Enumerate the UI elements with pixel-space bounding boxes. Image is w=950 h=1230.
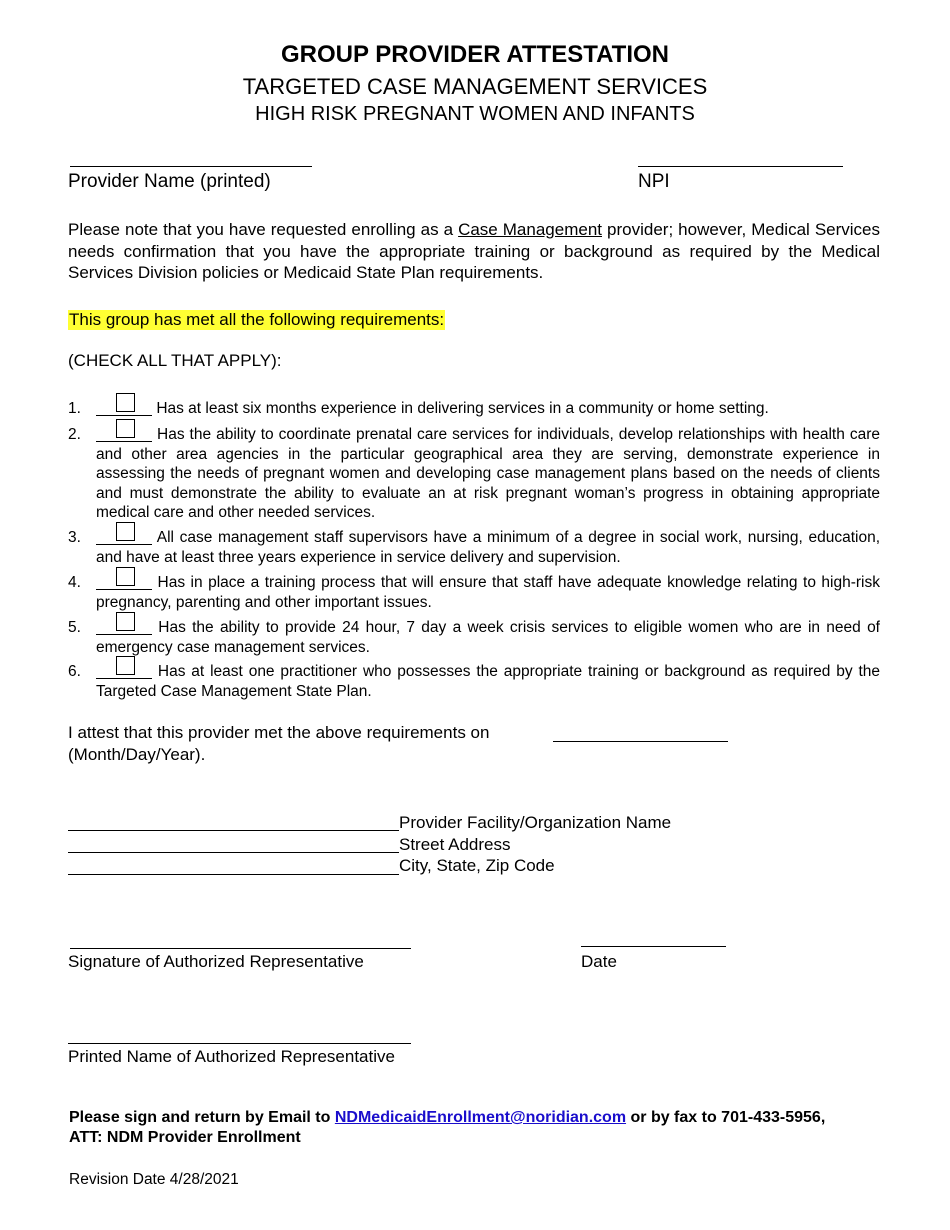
signature-label: Signature of Authorized Representative	[68, 952, 364, 971]
checkbox-square-icon	[116, 419, 135, 438]
requirement-number: 6.	[68, 663, 81, 680]
street-address-label: Street Address	[399, 835, 511, 854]
check-all-instruction: (CHECK ALL THAT APPLY):	[68, 351, 282, 370]
requirement-number: 3.	[68, 529, 81, 546]
city-state-zip-field[interactable]	[68, 874, 399, 875]
requirement-body	[96, 573, 880, 612]
attestation-line: I attest that this provider met the above requirements on	[68, 723, 490, 742]
requirement-number: 4.	[68, 574, 81, 591]
requirement-body	[96, 618, 880, 657]
return-text-start: Please sign and return by Email to	[69, 1109, 335, 1126]
checkbox-square-icon	[116, 567, 135, 586]
intro-paragraph	[68, 219, 880, 284]
requirement-text: All case management staff supervisors have a minimum of a degree in social work, nursing, education, and have at least three years experience in service delivery and supervision.	[96, 529, 881, 566]
provider-name-field[interactable]	[70, 166, 312, 167]
requirement-checkbox-1[interactable]	[96, 399, 152, 417]
enrollment-email-link[interactable]: NDMedicaidEnrollment@noridian.com	[334, 1109, 627, 1126]
attestation-date-field[interactable]	[553, 741, 728, 742]
form-subtitle-population: HIGH RISK PREGNANT WOMEN AND INFANTS	[255, 103, 695, 125]
requirement-checkbox-6[interactable]	[96, 662, 152, 680]
return-instructions-line1	[69, 1108, 899, 1128]
requirement-text: Has the ability to coordinate prenatal care services for individuals, develop relationships with health care and other area agencies in the particular geographical area they are serving, demonstrate experience in assessing the needs of pregnant women and developing case management plans based on the needs of clients and must demonstrate the ability to evaluate an at risk pregnant woman’s progress in obtaining appropriate medical care and other needed services.	[96, 426, 880, 521]
form-subtitle-services: TARGETED CASE MANAGEMENT SERVICES	[242, 74, 708, 99]
intro-underlined-term: Case Management	[458, 220, 603, 239]
requirement-body	[96, 662, 880, 701]
checkbox-square-icon	[116, 612, 135, 631]
signature-field[interactable]	[70, 948, 411, 949]
requirement-text: Has the ability to provide 24 hour, 7 day a week crisis services to eligible women who are in need of emergency case management services.	[96, 619, 880, 656]
requirement-number: 1.	[68, 400, 81, 417]
printed-name-label: Printed Name of Authorized Representative	[68, 1047, 395, 1066]
signature-date-label: Date	[581, 952, 617, 971]
return-instructions	[69, 1108, 899, 1148]
checkbox-square-icon	[116, 522, 135, 541]
signature-date-field[interactable]	[581, 946, 726, 947]
form-title: GROUP PROVIDER ATTESTATION	[280, 41, 670, 68]
organization-name-field[interactable]	[68, 830, 399, 831]
attestation-date-format: (Month/Day/Year).	[68, 744, 206, 764]
requirement-body	[96, 425, 880, 523]
requirement-text: Has at least one practitioner who possesses the appropriate training or background as required by the Targeted Case Management State Plan.	[96, 663, 880, 700]
intro-text-end: provider; however, Medical Services needs confirmation that you have the appropriate training or background as required by the Medical Services Division policies or Medicaid State Plan requirements.	[68, 220, 881, 282]
return-attention-line: ATT: NDM Provider Enrollment	[69, 1129, 301, 1146]
requirement-checkbox-5[interactable]	[96, 618, 152, 636]
intro-text-start: Please note that you have requested enrolling as a	[68, 220, 459, 239]
requirement-text: Has in place a training process that will ensure that staff have adequate knowledge relating to high-risk pregnancy, parenting and other important issues.	[96, 574, 881, 611]
requirement-checkbox-3[interactable]	[96, 528, 152, 546]
requirement-checkbox-4[interactable]	[96, 573, 152, 591]
attestation-statement	[68, 722, 489, 765]
organization-name-label: Provider Facility/Organization Name	[399, 813, 672, 832]
checkbox-square-icon	[116, 393, 135, 412]
revision-date: Revision Date 4/28/2021	[69, 1171, 239, 1188]
provider-name-label: Provider Name (printed)	[68, 171, 271, 192]
city-state-zip-label: City, State, Zip Code	[399, 856, 555, 875]
requirement-number: 5.	[68, 619, 81, 636]
requirement-checkbox-2[interactable]	[96, 425, 152, 443]
requirements-highlight: This group has met all the following requirements:	[69, 310, 445, 329]
npi-field[interactable]	[638, 166, 843, 167]
street-address-field[interactable]	[68, 852, 399, 853]
return-text-fax: or by fax to 701-433-5956,	[626, 1109, 826, 1126]
requirement-number: 2.	[68, 426, 81, 443]
printed-name-field[interactable]	[68, 1043, 411, 1044]
npi-label: NPI	[638, 171, 670, 192]
requirement-body	[96, 399, 880, 419]
requirement-text: Has at least six months experience in delivering services in a community or home setting.	[156, 400, 769, 417]
checkbox-square-icon	[116, 656, 135, 675]
requirement-body	[96, 528, 880, 567]
